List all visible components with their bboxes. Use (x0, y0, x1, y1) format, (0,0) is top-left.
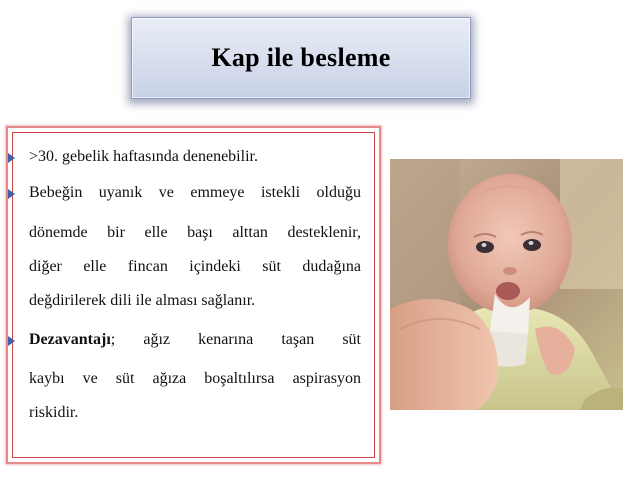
bullet-2-line-2: dönemde bir elle başı alttan desteklenir, (29, 224, 361, 241)
bullet-2-line-4: değdirilerek dili ile alması sağlanır. (29, 292, 256, 309)
triangle-bullet-icon (8, 153, 15, 163)
bullet-1-line-1: >30. gebelik haftasında denenebilir. (29, 148, 258, 165)
triangle-bullet-icon (8, 336, 15, 346)
bullet-3-line-3: riskidir. (29, 404, 79, 421)
baby-cup-feeding-photo (390, 159, 623, 410)
slide-title: Kap ile besleme (211, 43, 391, 72)
bullet-3-line-1 (29, 330, 361, 350)
bullet-3-bold-lead: Dezavantajı (29, 331, 111, 348)
title-box (131, 17, 471, 99)
bullet-2-line-1: Bebeğin uyanık ve emmeye istekli olduğu (29, 184, 361, 201)
triangle-bullet-icon (8, 189, 15, 199)
bullet-3-line-1-text: ; ağız kenarına taşan süt (110, 331, 361, 348)
bullet-2-line-3: diğer elle fincan içindeki süt dudağına (29, 258, 361, 275)
bullet-3-line-2: kaybı ve süt ağıza boşaltılırsa aspirasyon (29, 370, 361, 387)
